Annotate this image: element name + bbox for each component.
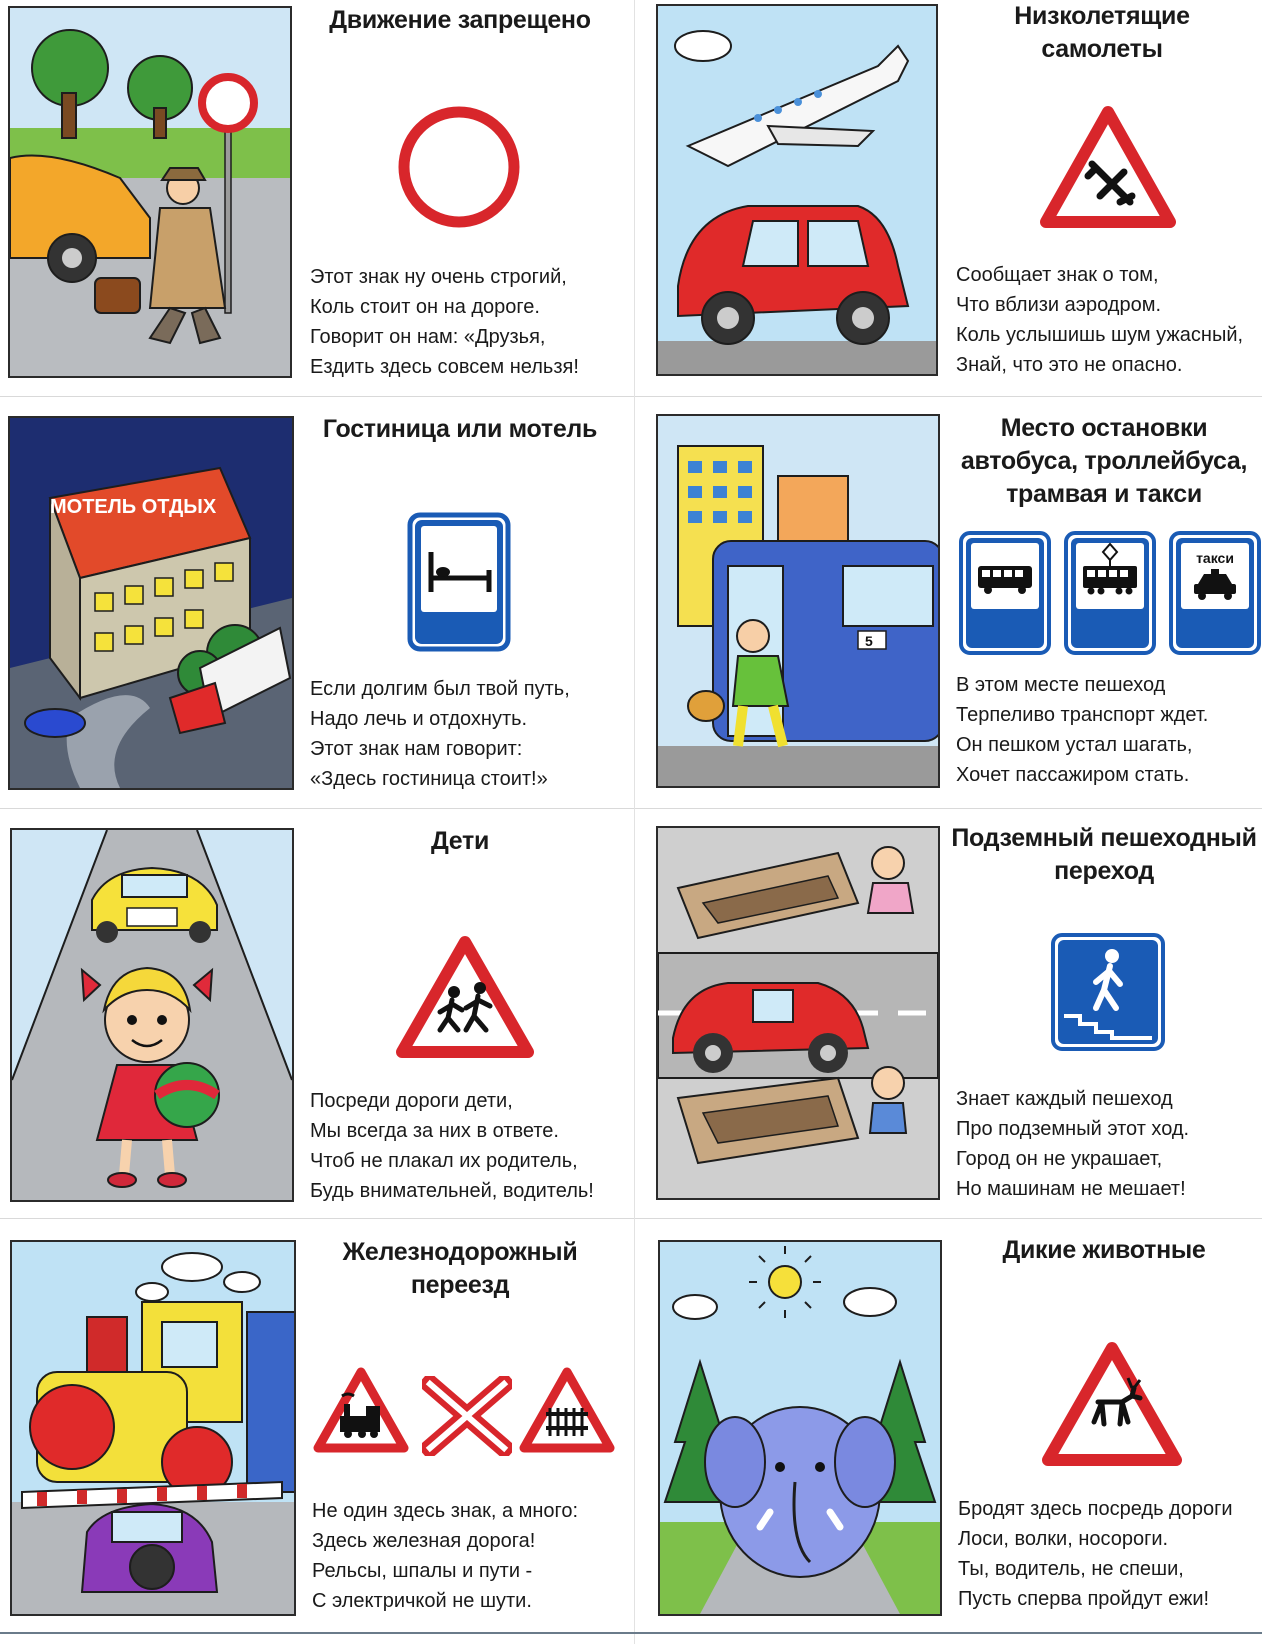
card-poem: В этом месте пешеход Терпеливо транспорт ждет. Он пешком устал шагать, Хочет пассажиром стать. xyxy=(956,674,1209,786)
railway-crossing-cross-sign-icon xyxy=(422,1376,512,1456)
card-poem: Этот знак ну очень строгий, Коль стоит он на дороге. Говорит он нам: «Друзья, Ездить здесь совсем нельзя! xyxy=(310,266,579,378)
low-flying-aircraft-sign-icon xyxy=(1040,104,1176,230)
no-entry-sign-icon xyxy=(396,104,522,230)
card-poem: Если долгим был твой путь, Надо лечь и отдохнуть. Этот знак нам говорит: «Здесь гостиница стоит!» xyxy=(310,678,570,790)
tram-stop-sign-icon xyxy=(1063,530,1157,656)
card-poem: Бродят здесь посредь дороги Лоси, волки, носороги. Ты, водитель, не спеши, Пусть сперва пройдут ежи! xyxy=(958,1498,1233,1610)
svg-text:МОТЕЛЬ ОТДЫХ: МОТЕЛЬ ОТДЫХ xyxy=(50,496,217,518)
children-crossing-sign-icon xyxy=(396,934,534,1060)
card-title: Гостиница или мотель xyxy=(322,415,598,443)
underground-crossing-sign-icon xyxy=(1050,932,1166,1052)
row-divider xyxy=(0,396,1262,397)
taxi-stop-sign-icon xyxy=(1168,530,1262,656)
card-poem: Сообщает знак о том, Что вблизи аэродром. Коль услышишь шум ужасный, Знай, что это не опасно. xyxy=(956,264,1244,376)
illustration-underpass xyxy=(656,826,940,1200)
hotel-bed-sign-icon xyxy=(407,512,511,652)
bus-stop-sign-icon xyxy=(958,530,1052,656)
svg-text:такси: такси xyxy=(1196,550,1234,566)
card-title: Дикие животные xyxy=(1002,1236,1206,1264)
card-poem: Посреди дороги дети, Мы всегда за них в ответе. Чтоб не плакал их родитель, Будь внимательней, водитель! xyxy=(310,1090,594,1202)
row-divider xyxy=(0,1218,1262,1219)
card-title: Место остановки автобуса, троллейбуса, трамвая и такси xyxy=(960,414,1248,508)
card-poem: Знает каждый пешеход Про подземный этот ход. Город он не украшает, Но машинам не мешает! xyxy=(956,1088,1190,1200)
card-title: Железнодорожный переезд xyxy=(342,1238,578,1299)
card-title: Движение запрещено xyxy=(329,6,591,34)
card-title: Дети xyxy=(430,827,490,855)
illustration-motel xyxy=(8,416,294,790)
wild-animals-sign-icon xyxy=(1042,1340,1182,1468)
illustration-train-crossing xyxy=(10,1240,296,1616)
card-title: Низколетящие самолеты xyxy=(1014,2,1190,63)
card-title: Подземный пешеходный переход xyxy=(951,824,1257,885)
illustration-plane-and-car xyxy=(656,4,938,376)
card-poem: Не один здесь знак, а много: Здесь железная дорога! Рельсы, шпалы и пути - С электричкой не шути. xyxy=(312,1500,579,1612)
illustration-girl-with-ball xyxy=(10,828,294,1202)
svg-text:5: 5 xyxy=(865,633,873,649)
row-divider xyxy=(0,808,1262,809)
illustration-elephant xyxy=(658,1240,942,1616)
column-divider xyxy=(634,0,635,1644)
illustration-man-walking xyxy=(8,6,292,378)
illustration-bus-stop xyxy=(656,414,940,788)
railway-crossing-with-barrier-sign-icon xyxy=(518,1366,616,1456)
bottom-edge-rule xyxy=(0,1632,1262,1634)
railway-crossing-without-barrier-sign-icon xyxy=(312,1366,410,1456)
